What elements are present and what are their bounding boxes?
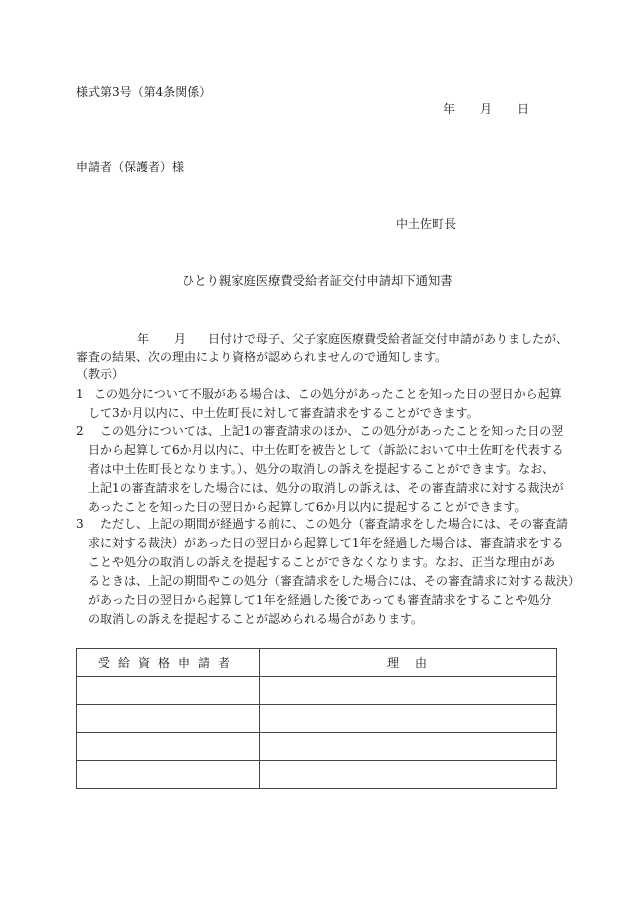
table-header-row <box>77 649 557 677</box>
notice-line: 求に対する裁決）があった日の翌日から起算して1年を経過した場合は、審査請求をする <box>88 536 564 550</box>
table-row <box>77 761 557 789</box>
table-cell-reason <box>260 761 557 789</box>
table-header-reason: 理 由 <box>260 649 557 677</box>
notice-line: の取消しの訴えを提起することが認められる場合があります。 <box>88 612 424 626</box>
notice-line: あったことを知った日の翌日から起算して6か月以内に提起することができます。 <box>88 500 527 514</box>
notice-heading: （教示） <box>76 367 125 381</box>
intro-year-label: 年 <box>137 332 150 346</box>
notice-line: ことや処分の取消しの訴えを提起することができなくなります。なお、正当な理由があ <box>88 555 556 569</box>
table-cell-reason <box>260 705 557 733</box>
notice-line: るときは、上記の期間やこの処分（審査請求をした場合には、その審査請求に対する裁決） <box>88 574 581 588</box>
reason-table <box>76 648 557 789</box>
notice-number: 2 <box>76 424 84 438</box>
intro-month-label: 月 <box>174 332 187 346</box>
table-cell-reason <box>260 733 557 761</box>
table-cell-reason <box>260 677 557 705</box>
table-cell-applicant <box>77 705 260 733</box>
notice-line: ただし、上記の期間が経過する前に、この処分（審査請求をした場合には、その審査請 <box>100 517 569 531</box>
table-cell-applicant <box>77 677 260 705</box>
issuer: 中土佐町長 <box>396 217 457 231</box>
date-month-label: 月 <box>480 102 493 116</box>
table-header-applicant: 受給資格申請者 <box>77 649 260 677</box>
table-cell-applicant <box>77 761 260 789</box>
addressee: 申請者（保護者）様 <box>76 160 185 174</box>
date-line <box>443 103 533 117</box>
table-cell-applicant <box>77 733 260 761</box>
notice-line: 上記1の審査請求をした場合には、処分の取消しの訴えは、その審査請求に対する裁決が <box>88 481 564 495</box>
date-year-label: 年 <box>443 102 456 116</box>
notice-line: この処分について不服がある場合は、この処分があったことを知った日の翌日から起算 <box>94 387 562 401</box>
notice-line: 日から起算して6か月以内に、中土佐町を被告として（訴訟において中土佐町を代表する <box>88 443 564 457</box>
notice-line: して3か月以内に、中土佐町長に対して審査請求をすることができます。 <box>88 406 479 420</box>
intro-line-2: 審査の結果、次の理由により資格が認められませんので通知します。 <box>76 350 448 364</box>
intro-line-1 <box>76 332 569 347</box>
table-row <box>77 705 557 733</box>
notice-line: この処分については、上記1の審査請求のほか、この処分があったことを知った日の翌 <box>100 424 564 438</box>
intro-line-1-text: 日付けで母子、父子家庭医療費受給者証交付申請がありましたが、 <box>208 332 569 346</box>
document-title: ひとり親家庭医療費受給者証交付申請却下通知書 <box>182 274 453 288</box>
notice-number: 3 <box>76 517 84 531</box>
date-day-label: 日 <box>517 102 530 116</box>
notice-line: 者は中土佐町長となります。）、処分の取消しの訴えを提起することができます。なお、 <box>88 462 555 476</box>
table-row <box>77 677 557 705</box>
notice-line: があった日の翌日から起算して1年を経過した後であっても審査請求をすることや処分 <box>88 593 552 607</box>
table-row <box>77 733 557 761</box>
form-number: 様式第3号（第4条関係） <box>76 85 212 99</box>
notice-number: 1 <box>76 387 84 401</box>
